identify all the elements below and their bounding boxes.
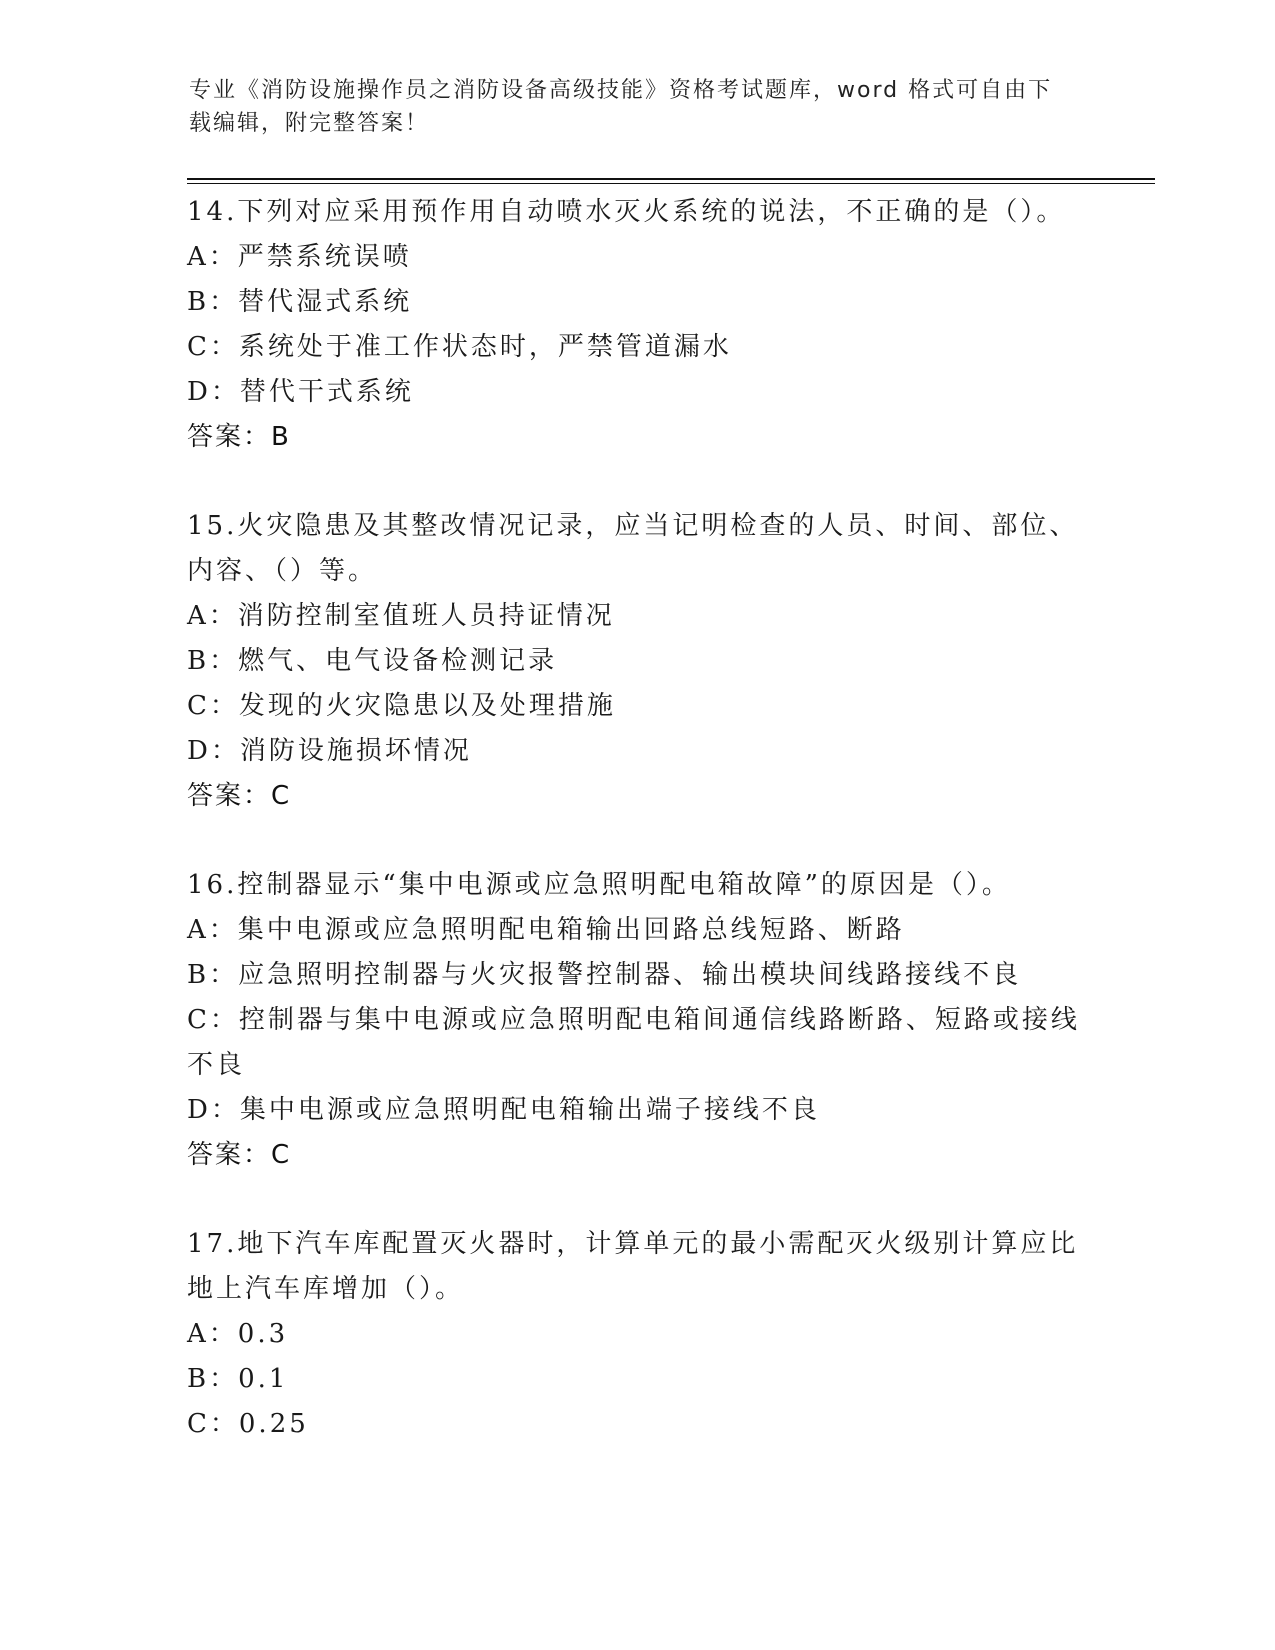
question-item [187, 863, 1087, 1178]
question-option: D：消防设施损坏情况 [187, 736, 472, 766]
document-header [189, 74, 1069, 140]
question-option: B：燃气、电气设备检测记录 [187, 646, 558, 676]
question-option: A：集中电源或应急照明配电箱输出回路总线短路、断路 [187, 915, 905, 945]
question-option: B：应急照明控制器与火灾报警控制器、输出模块间线路接线不良 [187, 960, 1022, 990]
question-option: D：集中电源或应急照明配电箱输出端子接线不良 [187, 1095, 820, 1125]
question-list [187, 190, 1087, 1491]
question-option: A：消防控制室值班人员持证情况 [187, 601, 615, 631]
question-option: B：0.1 [187, 1364, 289, 1394]
question-answer: 答案：C [187, 781, 292, 811]
question-option: C：控制器与集中电源或应急照明配电箱间通信线路断路、短路或接线不良 [187, 1005, 1080, 1080]
header-line-2: 载编辑，附完整答案！ [189, 111, 430, 136]
question-option: D：替代干式系统 [187, 377, 414, 407]
header-divider-thick [187, 178, 1155, 180]
question-option: C：发现的火灾隐患以及处理措施 [187, 691, 616, 721]
question-option: C：系统处于准工作状态时，严禁管道漏水 [187, 332, 732, 362]
question-answer: 答案：C [187, 1140, 292, 1170]
question-item [187, 504, 1087, 819]
question-stem: 17.地下汽车库配置灭火器时，计算单元的最小需配灭火级别计算应比地上汽车库增加（）。 [187, 1229, 1079, 1304]
question-option: A：严禁系统误喷 [187, 242, 412, 272]
question-answer: 答案：B [187, 422, 291, 452]
header-line-1: 专业《消防设施操作员之消防设备高级技能》资格考试题库，word 格式可自由下 [189, 78, 1053, 103]
question-option: B：替代湿式系统 [187, 287, 413, 317]
question-option: A：0.3 [187, 1319, 289, 1349]
header-divider-thin [187, 183, 1155, 184]
question-stem: 14.下列对应采用预作用自动喷水灭火系统的说法，不正确的是（）。 [187, 197, 1066, 227]
question-option: C：0.25 [187, 1409, 309, 1439]
question-item [187, 1222, 1087, 1447]
question-stem: 16.控制器显示“集中电源或应急照明配电箱故障”的原因是（）。 [187, 870, 1011, 900]
question-item [187, 190, 1087, 460]
question-stem: 15.火灾隐患及其整改情况记录，应当记明检查的人员、时间、部位、内容、（）等。 [187, 511, 1079, 586]
